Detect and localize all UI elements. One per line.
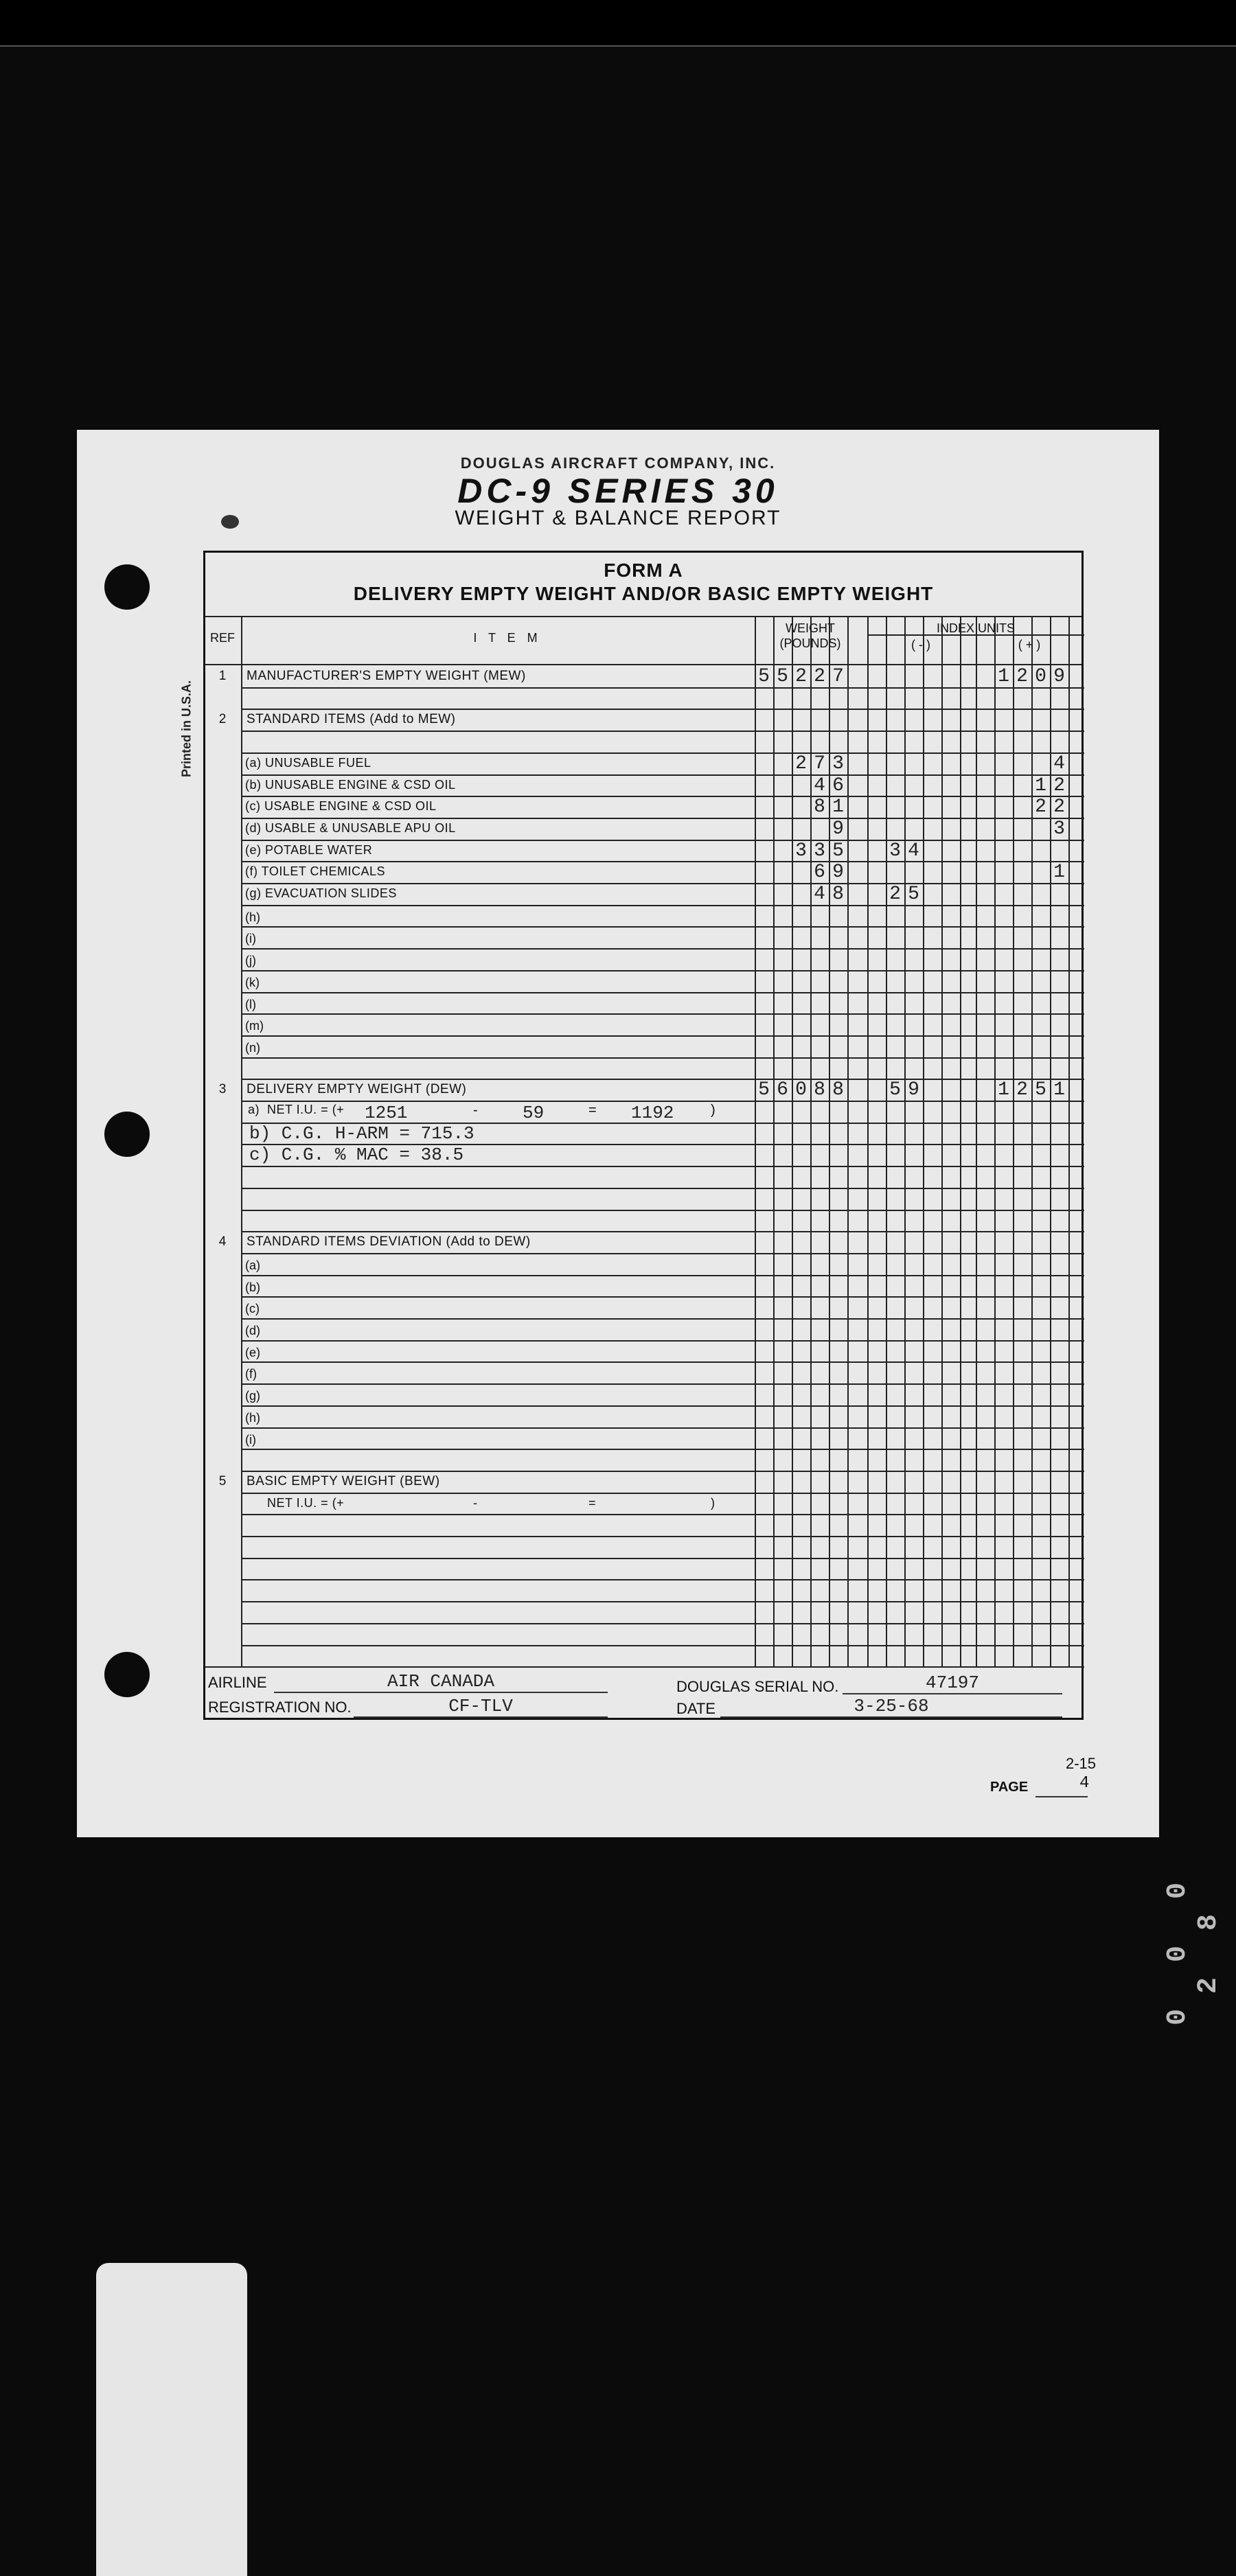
weight-digit: 2 bbox=[795, 752, 807, 774]
row-label: (n) bbox=[245, 1040, 260, 1055]
airline-label: AIRLINE bbox=[208, 1674, 267, 1691]
row-rule bbox=[241, 1645, 1084, 1646]
weight-digit: 3 bbox=[795, 840, 807, 862]
row-rule bbox=[241, 1449, 1084, 1450]
row-rule bbox=[241, 992, 1084, 993]
dew-net-result: 1192 bbox=[631, 1103, 674, 1123]
row-label: (h) bbox=[245, 1410, 260, 1425]
row-rule bbox=[241, 1210, 1084, 1211]
row-label: (d) bbox=[245, 1324, 260, 1337]
plus-digit: 2 bbox=[1016, 666, 1028, 687]
dew-net-plus: 1251 bbox=[365, 1103, 408, 1123]
plus-digit: 2 bbox=[1053, 774, 1065, 796]
row-ref: 4 bbox=[218, 1234, 227, 1250]
dew-net-minus-sign: - bbox=[473, 1103, 479, 1118]
dew-cg-mac: c) C.G. % MAC = 38.5 bbox=[249, 1145, 464, 1166]
airline-value: AIR CANADA bbox=[387, 1671, 495, 1692]
row-rule bbox=[241, 796, 1084, 797]
date-label: DATE bbox=[676, 1700, 716, 1717]
weight-digit: 6 bbox=[814, 862, 825, 884]
row-label: DELIVERY EMPTY WEIGHT (DEW) bbox=[247, 1082, 467, 1097]
punch-hole bbox=[104, 1112, 150, 1157]
weight-digit: 9 bbox=[832, 818, 844, 840]
row-ref: 5 bbox=[218, 1473, 227, 1488]
row-label: (g) bbox=[245, 1389, 260, 1403]
row-rule bbox=[241, 948, 1084, 950]
row-rule bbox=[241, 1601, 1084, 1602]
row-rule bbox=[241, 1405, 1084, 1407]
weight-digit: 3 bbox=[832, 752, 844, 774]
form-subtitle: DELIVERY EMPTY WEIGHT AND/OR BASIC EMPTY WEIGHT bbox=[353, 583, 934, 604]
row-rule bbox=[241, 1057, 1084, 1059]
row-rule bbox=[241, 1514, 1084, 1515]
title-divider bbox=[205, 616, 1082, 617]
row-rule bbox=[241, 752, 1084, 754]
row-rule bbox=[241, 1253, 1084, 1254]
row-rule bbox=[241, 883, 1084, 884]
bew-net-label: NET I.U. = (+ bbox=[267, 1495, 345, 1510]
page-section: 2-15 bbox=[1066, 1755, 1097, 1772]
row-label: BASIC EMPTY WEIGHT (BEW) bbox=[247, 1473, 440, 1488]
row-rule bbox=[241, 1188, 1084, 1189]
row-label: (c) USABLE ENGINE & CSD OIL bbox=[245, 799, 437, 814]
film-top-strip bbox=[0, 0, 1236, 47]
row-label: (j) bbox=[245, 954, 256, 968]
plus-digit: 0 bbox=[1035, 666, 1046, 687]
row-ref: 2 bbox=[218, 712, 227, 727]
row-rule bbox=[241, 1361, 1084, 1363]
dew-net-prefix: a) bbox=[248, 1103, 260, 1116]
row-label: (k) bbox=[245, 975, 260, 989]
row-ref: 3 bbox=[218, 1082, 227, 1097]
aircraft-model: DC-9 SERIES 30 bbox=[457, 472, 779, 510]
row-rule bbox=[241, 1579, 1084, 1580]
plus-digit: 1 bbox=[998, 1079, 1009, 1101]
form-sheet bbox=[77, 430, 1159, 1837]
col-plus-header: ( + ) bbox=[1018, 638, 1041, 652]
weight-digit: 0 bbox=[795, 1079, 807, 1101]
plus-digit: 3 bbox=[1053, 818, 1065, 840]
serial-line bbox=[843, 1693, 1062, 1694]
row-rule bbox=[241, 1493, 1084, 1494]
row-rule bbox=[241, 1275, 1084, 1276]
row-label: (i) bbox=[245, 932, 256, 946]
dew-cg-harm: b) C.G. H-ARM = 715.3 bbox=[249, 1123, 474, 1144]
row-rule bbox=[241, 1471, 1084, 1472]
film-leader-bar bbox=[96, 2263, 247, 2576]
weight-digit: 9 bbox=[832, 862, 844, 884]
col-pounds-header: (POUNDS) bbox=[779, 636, 841, 650]
plus-digit: 2 bbox=[1053, 796, 1065, 818]
minus-digit: 5 bbox=[889, 1079, 901, 1101]
row-label: (a) UNUSABLE FUEL bbox=[245, 755, 371, 770]
row-rule bbox=[241, 818, 1084, 819]
row-label: (f) bbox=[245, 1367, 257, 1381]
minus-digit: 4 bbox=[908, 840, 919, 862]
row-rule bbox=[241, 926, 1084, 928]
weight-digit: 5 bbox=[758, 666, 770, 687]
plus-digit: 1 bbox=[1035, 774, 1046, 796]
row-rule bbox=[241, 687, 1084, 689]
weight-digit: 3 bbox=[814, 840, 825, 862]
row-rule bbox=[241, 970, 1084, 971]
bew-net-close: ) bbox=[711, 1495, 716, 1510]
weight-digit: 6 bbox=[777, 1079, 788, 1101]
weight-digit: 4 bbox=[814, 774, 825, 796]
row-label: MANUFACTURER'S EMPTY WEIGHT (MEW) bbox=[247, 669, 526, 683]
row-rule bbox=[241, 1166, 1084, 1167]
row-rule bbox=[241, 905, 1084, 906]
row-rule bbox=[241, 1340, 1084, 1342]
registration-label: REGISTRATION NO. bbox=[208, 1699, 352, 1716]
frame-number: 0 0 0 2 8 bbox=[1163, 1867, 1224, 2026]
ink-mark bbox=[221, 515, 239, 529]
bew-net-eq: = bbox=[588, 1495, 597, 1510]
row-label: (i) bbox=[245, 1432, 256, 1447]
weight-digit: 1 bbox=[832, 796, 844, 818]
row-label: (c) bbox=[245, 1302, 260, 1316]
row-rule bbox=[241, 1558, 1084, 1559]
minus-digit: 3 bbox=[889, 840, 901, 862]
weight-digit: 7 bbox=[832, 666, 844, 687]
col-weight-header: WEIGHT bbox=[786, 621, 835, 635]
plus-digit: 2 bbox=[1035, 796, 1046, 818]
plus-digit: 1 bbox=[1053, 1079, 1065, 1101]
row-label: (e) POTABLE WATER bbox=[245, 842, 373, 857]
table-bottom-rule bbox=[205, 1666, 1082, 1668]
company-name: DOUGLAS AIRCRAFT COMPANY, INC. bbox=[460, 455, 776, 472]
col-minus-header: ( - ) bbox=[911, 638, 930, 652]
weight-digit: 8 bbox=[814, 1079, 825, 1101]
page-line bbox=[1035, 1796, 1088, 1797]
dew-net-minus: 59 bbox=[523, 1103, 545, 1123]
weight-digit: 8 bbox=[814, 796, 825, 818]
registration-line bbox=[354, 1716, 608, 1718]
row-rule bbox=[241, 1035, 1084, 1037]
row-rule bbox=[241, 774, 1084, 776]
date-line bbox=[720, 1716, 1062, 1718]
col-item-header: I T E M bbox=[473, 631, 542, 645]
weight-digit: 5 bbox=[777, 666, 788, 687]
weight-digit: 5 bbox=[832, 840, 844, 862]
row-rule bbox=[241, 840, 1084, 841]
weight-digit: 6 bbox=[832, 774, 844, 796]
col-ref-header: REF bbox=[210, 631, 235, 645]
weight-digit: 2 bbox=[795, 666, 807, 687]
row-rule bbox=[241, 1101, 1084, 1102]
row-rule bbox=[241, 1623, 1084, 1624]
page-label: PAGE bbox=[990, 1780, 1029, 1795]
row-label: (f) TOILET CHEMICALS bbox=[245, 864, 386, 879]
row-rule bbox=[241, 1079, 1084, 1080]
row-rule bbox=[241, 1383, 1084, 1385]
plus-digit: 1 bbox=[998, 666, 1009, 687]
report-title: WEIGHT & BALANCE REPORT bbox=[455, 507, 781, 529]
dew-net-label: NET I.U. = (+ bbox=[267, 1103, 345, 1116]
row-label: (g) EVACUATION SLIDES bbox=[245, 886, 397, 900]
row-rule bbox=[241, 1536, 1084, 1537]
row-label: (b) UNUSABLE ENGINE & CSD OIL bbox=[245, 777, 456, 792]
plus-digit: 1 bbox=[1053, 862, 1065, 884]
weight-digit: 8 bbox=[832, 1079, 844, 1101]
row-label: (l) bbox=[245, 997, 256, 1011]
header-divider bbox=[205, 664, 1082, 665]
row-rule bbox=[241, 731, 1084, 732]
row-label: (h) bbox=[245, 910, 260, 924]
row-label: (b) bbox=[245, 1280, 260, 1294]
page-number: 4 bbox=[1079, 1774, 1090, 1793]
weight-digit: 8 bbox=[832, 884, 844, 905]
row-rule bbox=[241, 1013, 1084, 1015]
row-ref: 1 bbox=[218, 669, 227, 683]
minus-digit: 5 bbox=[908, 884, 919, 905]
row-rule bbox=[241, 1318, 1084, 1320]
dew-net-eq: = bbox=[588, 1103, 597, 1118]
serial-value: 47197 bbox=[925, 1672, 979, 1693]
row-rule bbox=[241, 861, 1084, 862]
row-rule bbox=[241, 1231, 1084, 1232]
row-rule bbox=[241, 1427, 1084, 1429]
row-rule bbox=[241, 1296, 1084, 1298]
date-value: 3-25-68 bbox=[854, 1696, 929, 1716]
punch-hole bbox=[104, 1652, 150, 1697]
form-title: FORM A bbox=[604, 560, 683, 581]
plus-digit: 2 bbox=[1016, 1079, 1028, 1101]
row-label: (d) USABLE & UNUSABLE APU OIL bbox=[245, 820, 456, 835]
punch-hole bbox=[104, 564, 150, 610]
row-label: STANDARD ITEMS (Add to MEW) bbox=[247, 712, 456, 727]
row-label: STANDARD ITEMS DEVIATION (Add to DEW) bbox=[247, 1234, 531, 1250]
weight-digit: 4 bbox=[814, 884, 825, 905]
weight-digit: 2 bbox=[814, 666, 825, 687]
minus-digit: 9 bbox=[908, 1079, 919, 1101]
airline-line bbox=[274, 1692, 608, 1693]
col-index-header: INDEX UNITS bbox=[936, 621, 1015, 635]
form-footer bbox=[205, 1670, 1082, 1722]
registration-value: CF-TLV bbox=[448, 1696, 513, 1716]
form-a-table bbox=[203, 551, 1084, 1720]
row-label: (m) bbox=[245, 1019, 264, 1033]
bew-net-minus-sign: - bbox=[473, 1495, 478, 1510]
plus-digit: 9 bbox=[1053, 666, 1065, 687]
row-label: (a) bbox=[245, 1258, 260, 1272]
dew-net-close: ) bbox=[711, 1103, 716, 1118]
serial-label: DOUGLAS SERIAL NO. bbox=[676, 1678, 839, 1695]
row-rule bbox=[241, 709, 1084, 710]
printed-note: Printed in U.S.A. bbox=[179, 680, 194, 778]
weight-digit: 5 bbox=[758, 1079, 770, 1101]
minus-digit: 2 bbox=[889, 884, 901, 905]
plus-digit: 4 bbox=[1053, 752, 1065, 774]
row-label: (e) bbox=[245, 1345, 260, 1359]
weight-digit: 7 bbox=[814, 752, 825, 774]
plus-digit: 5 bbox=[1035, 1079, 1046, 1101]
